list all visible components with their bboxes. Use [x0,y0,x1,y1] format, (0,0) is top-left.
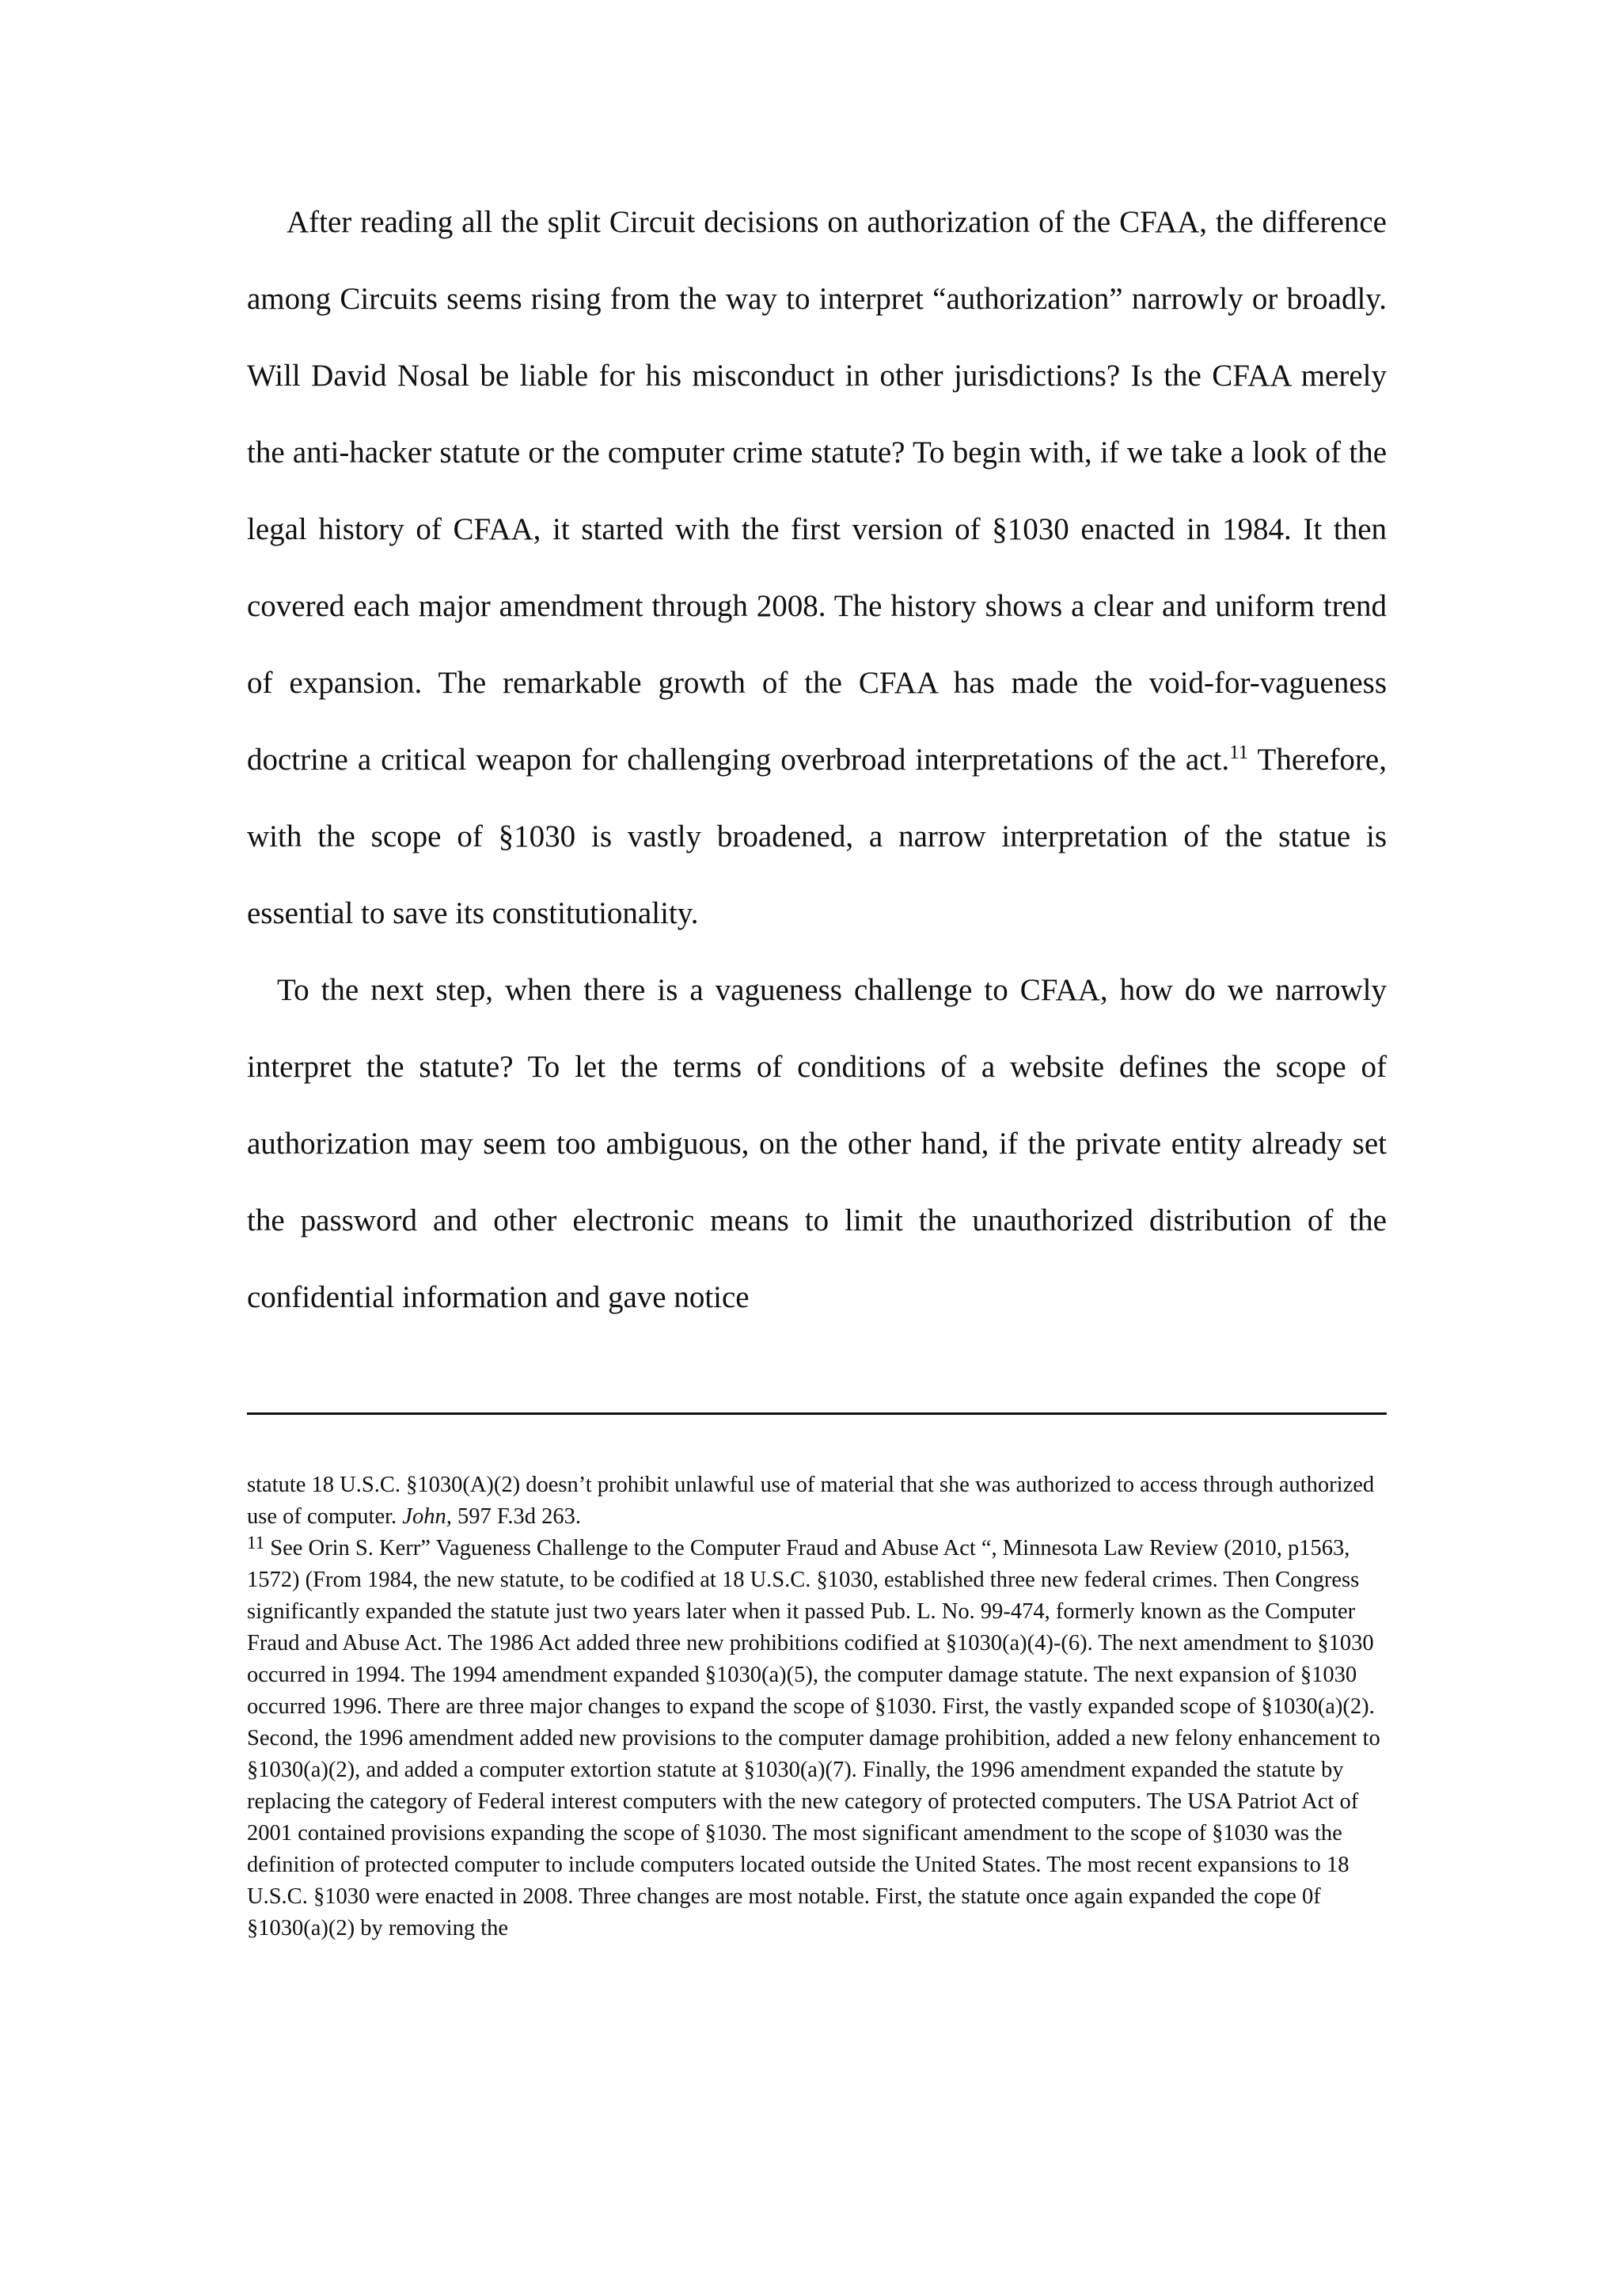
footnote-separator [247,1412,1387,1415]
paragraph-text: Therefore, with the scope of §1030 is vastly broadened, a narrow interpretation of the statue is essential to save its constitutionality. [247,743,1387,930]
body-paragraph [247,952,1387,1336]
paragraph-text: After reading all the split Circuit decisions on authorization of the CFAA, the difference among Circuits seems rising from the way to interpret “authorization” narrowly or broadly. Will David Nosal be liable for his misconduct in other jurisdictions? Is the CFAA merely the anti-hacker statute or the computer crime statute? To begin with, if we take a look of the legal history of CFAA, it started with the first version of §1030 enacted in 1984. It then covered each major amendment through 2008. The history shows a clear and uniform trend of expansion. The remarkable growth of the CFAA has made the void-for-vagueness doctrine a critical weapon for challenging overbroad interpretations of the act. [247,205,1387,777]
footnote-reference: 11 [1229,742,1249,763]
footnote-continued [247,1469,1387,1533]
footnote-text: See Orin S. Kerr” Vagueness Challenge to the Computer Fraud and Abuse Act “, Minnesota Law Review (2010, p1563, 1572) (From 1984, the new statute, to be codified at 18 U.S.C. §1030, established three new federal crimes. Then Congress significantly expanded the statute just two years later when it passed Pub. L. No. 99-474, formerly known as the Computer Fraud and Abuse Act. The 1986 Act added three new prohibitions codified at §1030(a)(4)-(6). The next amendment to §1030 occurred in 1994. The 1994 amendment expanded §1030(a)(5), the computer damage statute. The next expansion of §1030 occurred 1996. There are three major changes to expand the scope of §1030. First, the vastly expanded scope of §1030(a)(2). Second, the 1996 amendment added new provisions to the computer damage prohibition, added a new felony enhancement to §1030(a)(2), and added a computer extortion statute at §1030(a)(7). Finally, the 1996 amendment expanded the statute by replacing the category of Federal interest computers with the new category of protected computers. The USA Patriot Act of 2001 contained provisions expanding the scope of §1030. The most significant amendment to the scope of §1030 was the definition of protected computer to include computers located outside the United States. The most recent expansions to 18 U.S.C. §1030 were enacted in 2008. Three changes are most notable. First, the statute once again expanded the cope 0f §1030(a)(2) by removing the [247,1536,1380,1941]
footnote-text: statute 18 U.S.C. §1030(A)(2) doesn’t prohibit unlawful use of material that she was authorized to access through authorized use of computer. [247,1473,1375,1529]
paragraph-text: To the next step, when there is a vagueness challenge to CFAA, how do we narrowly interpret the statute? To let the terms of conditions of a website defines the scope of authorization may seem too ambiguous, on the other hand, if the private entity already set the password and other electronic means to limit the unauthorized distribution of the confidential information and gave notice [247,973,1387,1314]
body-paragraph [247,184,1387,952]
case-name: John, [402,1504,452,1529]
footnote-number: 11 [247,1533,265,1553]
footnote-11 [247,1533,1387,1944]
footnotes [247,1469,1387,1944]
main-body-text [247,184,1387,1336]
footnote-text: 597 F.3d 263. [451,1504,582,1529]
